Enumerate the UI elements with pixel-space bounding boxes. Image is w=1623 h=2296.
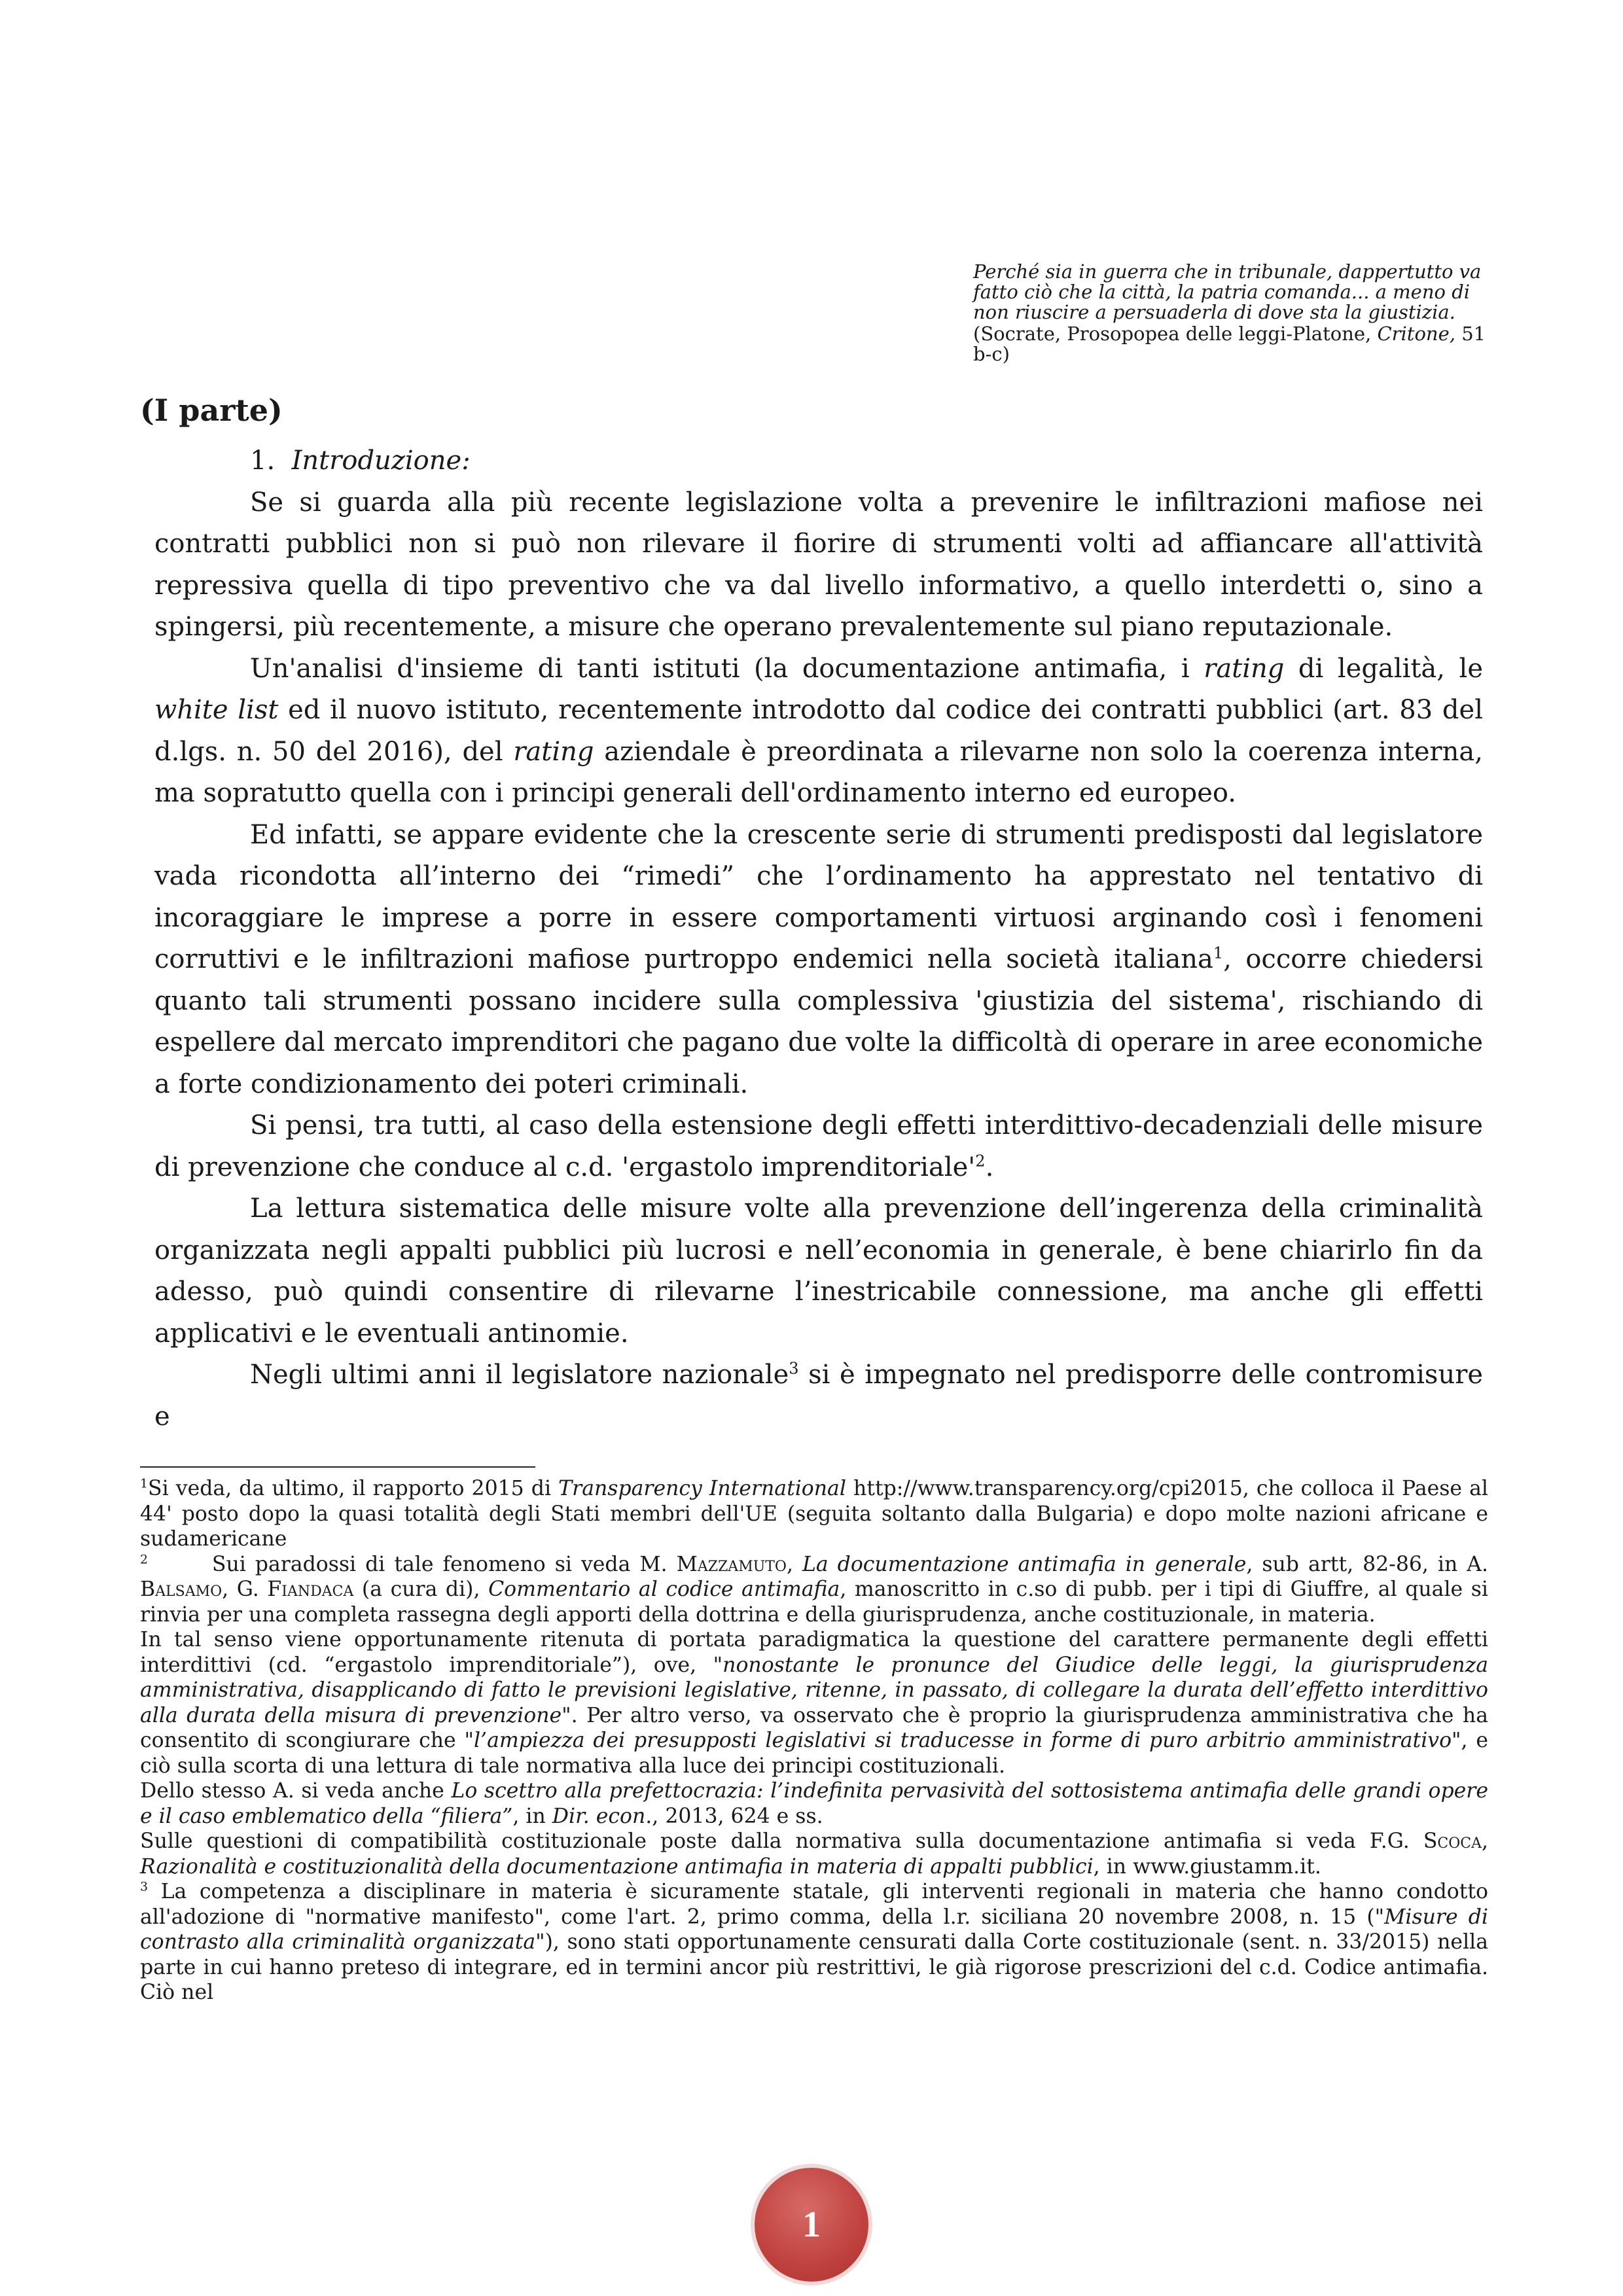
part-heading: (I parte) — [140, 393, 283, 428]
section-number: 1. — [250, 446, 276, 476]
epigraph — [973, 262, 1510, 364]
footnotes — [140, 1476, 1488, 2005]
footnote-2: $^2$ Sui paradossi di tale fenomeno si veda M. Mazzamuto, La documentazione antimafia in generale, sub artt, 82-86, in A. Balsamo, G. Fiandaca (a cura di), Commentario al codice antimafia, manoscritto in c.so di pubb. per i tipi di Giuffre, al quale si rinvia per una completa rassegna degli apporti della dottrina e della giurisprudenza, anche costituzionale, in materia. — [140, 1552, 1489, 1627]
footnote-2-reference: Dello stesso A. si veda anche Lo scettro alla prefettocrazia: l’indefinita pervasività del sottosistema antimafia delle grandi opere e il caso emblematico della “filiera”, in Dir. econ., 2013, 624 e ss. — [140, 1779, 1489, 1828]
paragraph-1: Se si guarda alla più recente legislazione volta a prevenire le infiltrazioni mafiose nei contratti pubblici non si può non rilevare il fiorire di strumenti volti ad affiancare all'attività repressiva quella di tipo preventivo che va dal livello informativo, a quello interdetti o, sino a spingersi, più recentemente, a misure che operano prevalentemente sul piano reputazionale. — [154, 487, 1483, 642]
footnote-2-reference-2: Sulle questioni di compatibilità costituzionale poste dalla normativa sulla documentazione antimafia si veda F.G. Scoca, Razionalità e costituzionalità della documentazione antimafia in materia di appalti pubblici, in www.giustamm.it. — [140, 1829, 1488, 1879]
footnote-ref-3[interactable]: 3 — [789, 1359, 799, 1378]
paragraph-4: Si pensi, tra tutti, al caso della estensione degli effetti interdittivo-decadenziali delle misure di prevenzione che conduce al c.d. 'ergastolo $imprenditoriale'^2$. — [154, 1110, 1483, 1182]
footnote-ref-2[interactable]: 2 — [975, 1152, 986, 1171]
epigraph-source-work: Critone, — [1377, 323, 1455, 345]
page-number: 1 — [802, 2204, 821, 2245]
paragraph-6: Negli ultimi anni il legislatore nazionale$^3$ si è impegnato nel predisporre delle contromisure e — [154, 1359, 1483, 1432]
paragraph-5: La lettura sistematica delle misure volte alla prevenzione dell’ingerenza della criminalità organizzata negli appalti pubblici più lucrosi e nell’economia in generale, è bene chiarirlo fin da adesso, può quindi consentire di rilevarne l’inestricabile connessione, ma anche gli effetti applicativi e le eventuali antinomie. — [154, 1193, 1483, 1349]
paragraph-2: Un'analisi d'insieme di tanti istituti (la documentazione antimafia, i rating di legalità, le white list ed il nuovo istituto, recentemente introdotto dal codice dei contratti pubblici (art. 83 del d.lgs. n. 50 del 2016), del rating aziendale è preordinata a rilevarne non solo la coerenza interna, ma sopratutto quella con i principi generali dell'ordinamento interno ed europeo. — [154, 653, 1483, 808]
footnote-1: $^1$Si veda, da ultimo, il rapporto 2015 di Transparency International http://www.transparency.org/cpi2015, che colloca il Paese al 44' posto dopo la quasi totalità degli Stati membri dell'UE (seguita soltanto dalla Bulgaria) e dopo molte nazioni africane e sudamericane — [140, 1476, 1489, 1551]
section-title: Introduzione: — [291, 446, 471, 476]
paragraph-3: Ed infatti, se appare evidente che la crescente serie di strumenti predisposti dal legislatore vada ricondotta all’interno dei “rimedi” che l’ordinamento ha apprestato nel tentativo di incoraggiare le imprese a porre in essere comportamenti virtuosi arginando così i fenomeni corruttivi e le infiltrazioni mafiose purtroppo endemici nella società italiana$^1$, occorre chiedersi quanto tali strumenti possano incidere sulla complessiva 'giustizia del sistema', rischiando di espellere dal mercato imprenditori che pagano due volte la difficoltà di operare in aree economiche a forte condizionamento dei poteri criminali. — [154, 819, 1484, 1099]
section-heading — [154, 440, 1483, 482]
footnote-ref-1[interactable]: 1 — [1213, 944, 1224, 963]
epigraph-quote: Perché sia in guerra che in tribunale, dappertutto va fatto ciò che la città, la patria comanda... a meno di non riuscire a persuaderla di dove sta la giustizia. — [973, 260, 1482, 323]
footnote-2-continued: In tal senso viene opportunamente ritenuta di portata paradigmatica la questione del carattere permanente degli effetti interdittivi (cd. “ergastolo imprenditoriale”), ove, "nonostante le pronunce del Giudice delle leggi, la giurisprudenza amministrativa, disapplicando di fatto le previsioni legislative, ritenne, in passato, di collegare la durata dell’effetto interdittivo alla durata della misura di prevenzione". Per altro verso, va osservato che è proprio la giurisprudenza amministrativa che ha consentito di scongiurare che "l’ampiezza dei presupposti legislativi si traducesse in forme di puro arbitrio amministrativo", e ciò sulla scorta di una lettura di tale normativa alla luce dei principi costituzionali. — [140, 1628, 1488, 1778]
footnote-3: $^3$ La competenza a disciplinare in materia è sicuramente statale, gli interventi regionali in materia che hanno condotto all'adozione di "normative manifesto", come l'art. 2, primo comma, della l.r. siciliana 20 novembre 2008, n. 15 ("Misure di contrasto alla criminalità organizzata"), sono stati opportunamente censurati dalla Corte costituzionale (sent. n. 33/2015) nella parte in cui hanno preteso di integrare, ed in termini ancor più restrittivi, le già rigorose prescrizioni del c.d. Codice antimafia. Ciò nel — [140, 1879, 1489, 2004]
epigraph-source-ref: 51 b-c) — [973, 323, 1486, 365]
epigraph-source-author: (Socrate, Prosopopea delle leggi-Platone, — [973, 323, 1378, 345]
footnote-separator — [140, 1466, 535, 1468]
epigraph-source — [973, 324, 1510, 364]
page-number-badge — [755, 2168, 868, 2282]
body-text — [154, 440, 1483, 1438]
